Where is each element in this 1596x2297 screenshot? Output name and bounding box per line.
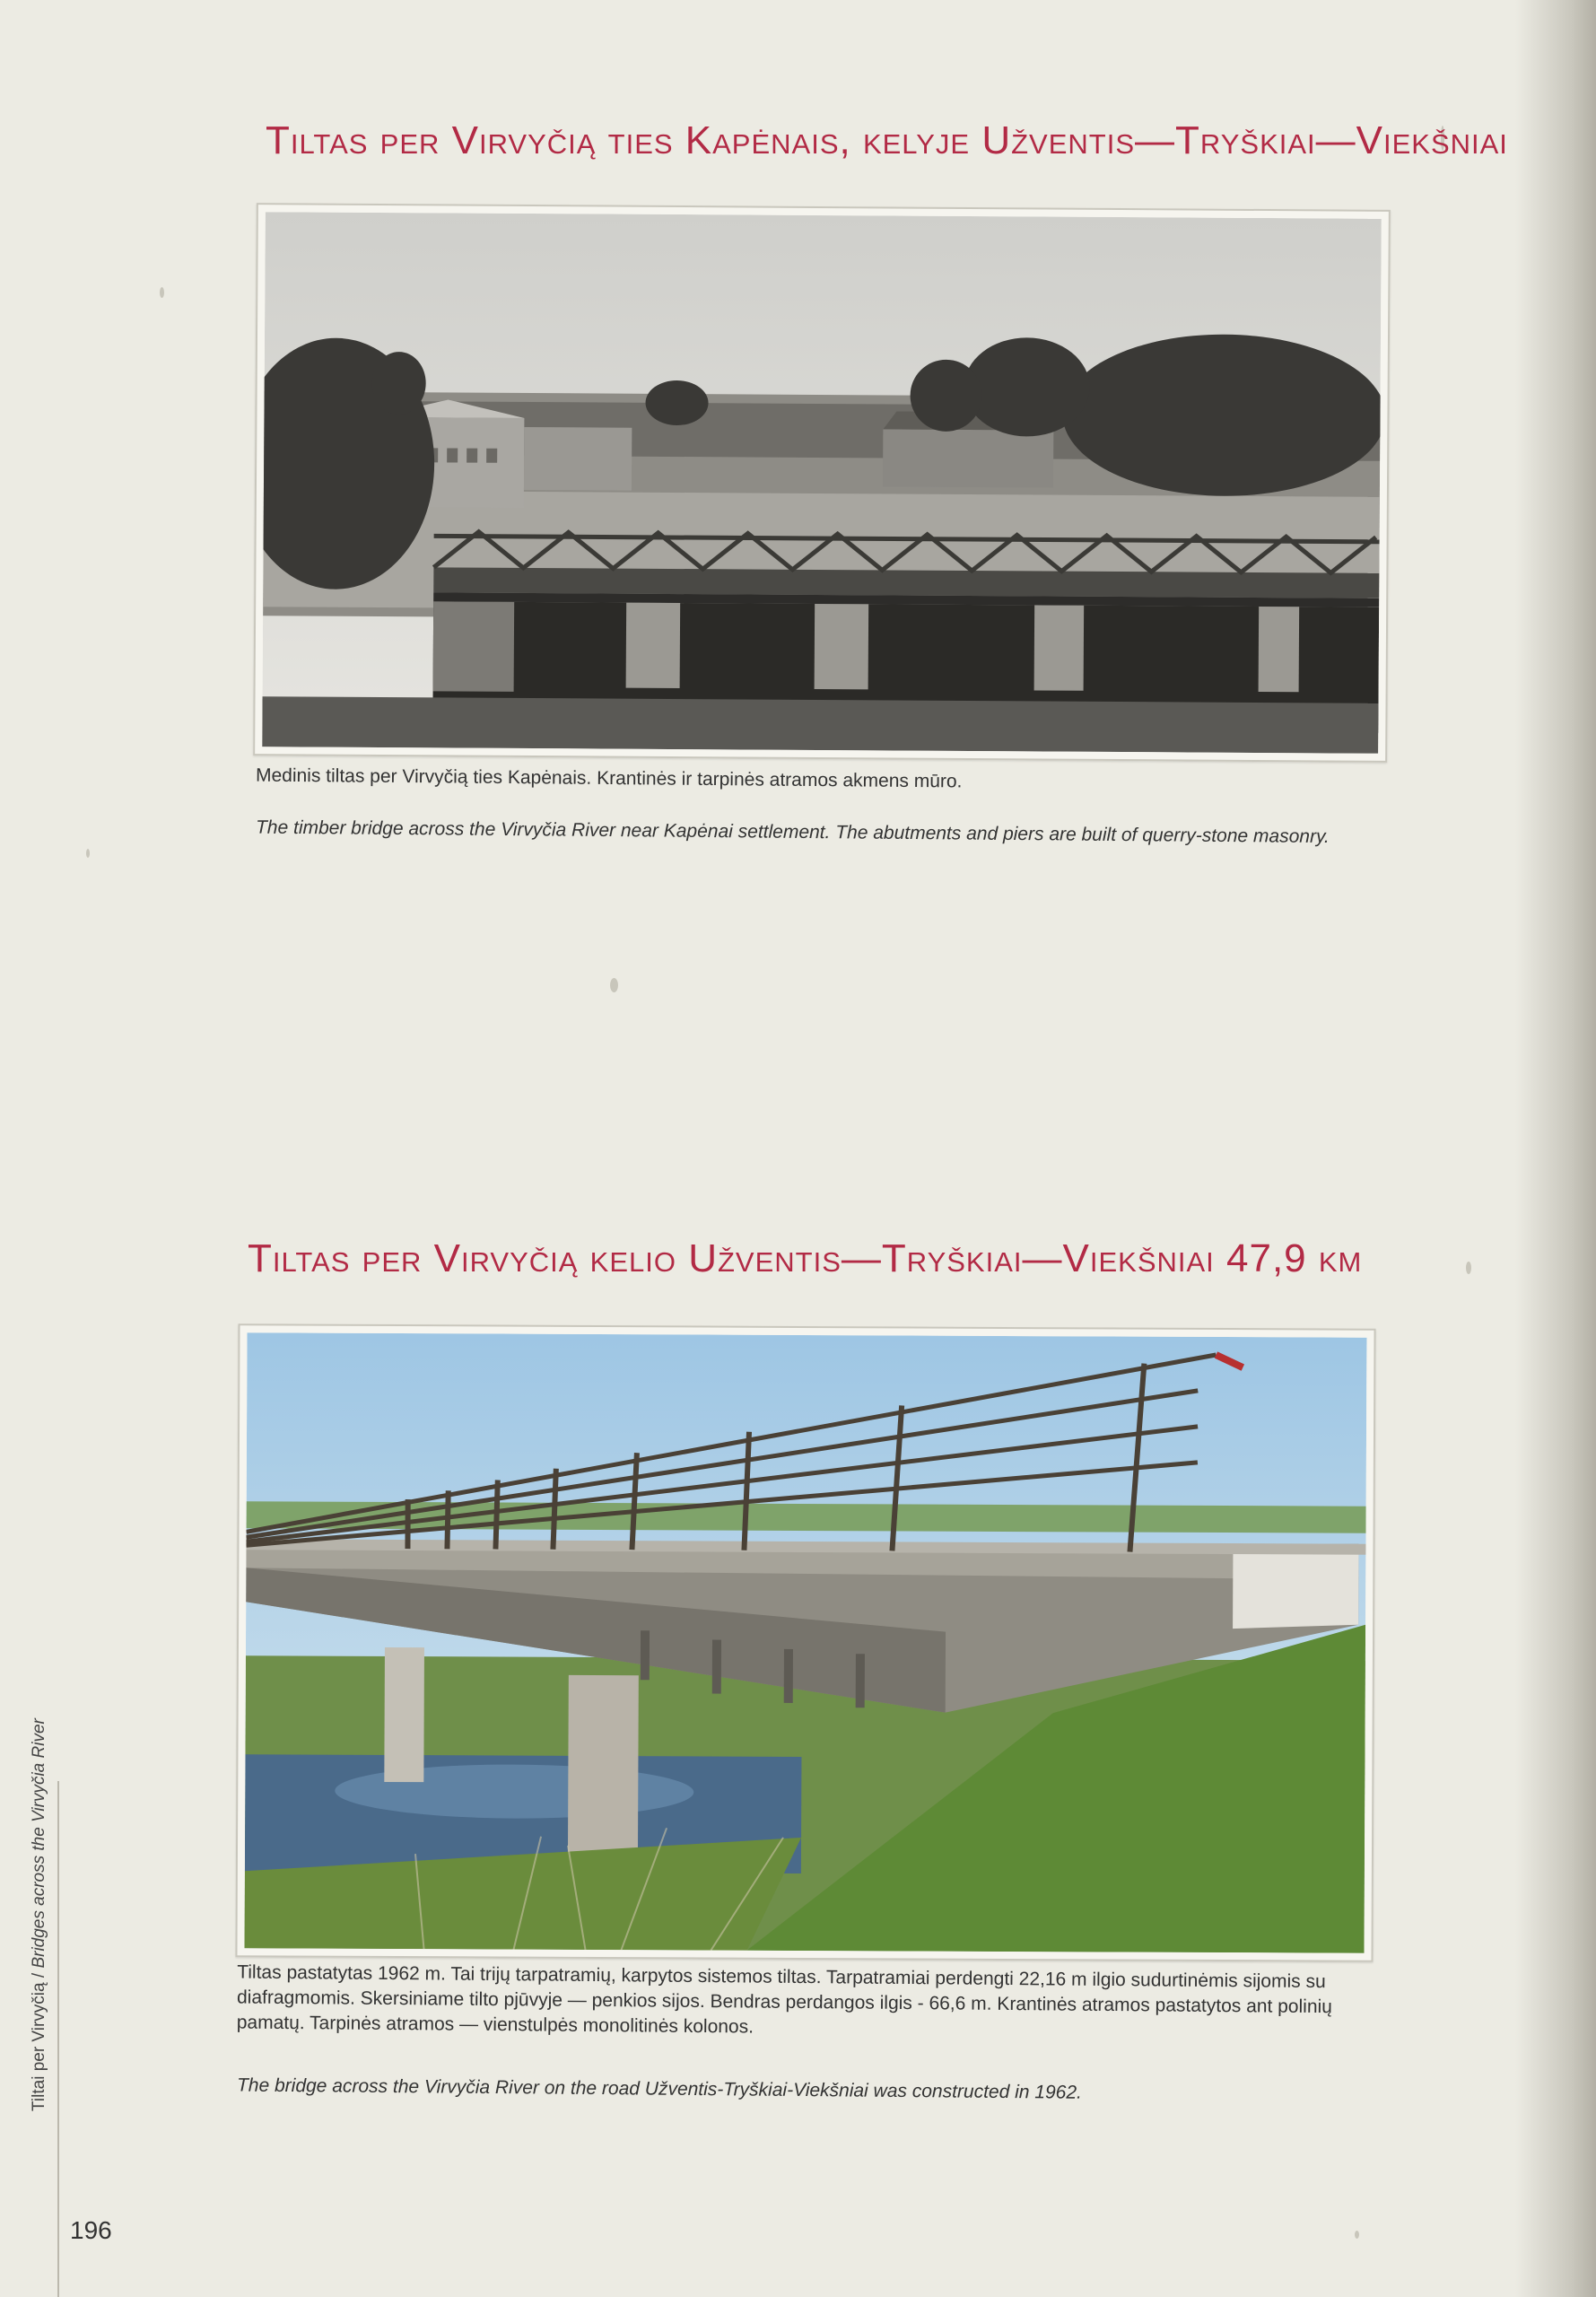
section1-caption-lt: Medinis tiltas per Virvyčią ties Kapėnais. Krantinės ir tarpinės atramos akmens mūro.: [255, 764, 963, 792]
running-head-separator: /: [30, 1968, 48, 1983]
page-edge-shadow: [1515, 0, 1596, 2297]
section1-title: Tiltas per Virvyčią ties Kapėnais, kelyje Užventis—Tryškiai—Viekšniai: [266, 118, 1508, 162]
section2-caption-lt: Tiltas pastatytas 1962 m. Tai trijų tarpatramių, karpytos sistemos tiltas. Tarpatramiai perdengti 22,16 m ilgio sudurtinėmis sijomis su diafragmomis. Skersiniame tilto pjūvyje — penkios sijos. Bendras perdangos ilgis - 66,6 m. Krantinės atramos pastatytos ant polinių pamatų. Tarpinės atramos — vienstulpės monolitinės kolonos.: [236, 1961, 1333, 2038]
timber-bridge-photo-image: [262, 212, 1382, 754]
running-head-lt: Tiltai per Virvyčią: [30, 1982, 48, 2111]
running-head: [30, 1718, 49, 2111]
margin-rule: [57, 1781, 59, 2297]
page-number: 196: [70, 2216, 112, 2244]
timber-bridge-photo: [253, 203, 1391, 763]
section2-title: Tiltas per Virvyčią kelio Užventis—Tryškiai—Viekšniai 47,9 km: [248, 1236, 1363, 1280]
paper-speck: [1466, 1262, 1471, 1274]
concrete-bridge-photo-image: [245, 1332, 1367, 1952]
section2-caption-en: The bridge across the Virvyčia River on the road Užventis-Tryškiai-Viekšniai was constructed in 1962.: [236, 2074, 1083, 2103]
paper-speck: [160, 287, 164, 298]
concrete-bridge-photo: [235, 1323, 1375, 1962]
paper-speck: [1355, 2231, 1359, 2239]
running-head-en: Bridges across the Virvyčia River: [30, 1718, 48, 1969]
section1-caption-en: The timber bridge across the Virvyčia River near Kapėnai settlement. The abutments and piers are built of querry-stone masonry.: [255, 817, 1330, 848]
paper-speck: [610, 978, 618, 992]
paper-speck: [86, 849, 90, 858]
